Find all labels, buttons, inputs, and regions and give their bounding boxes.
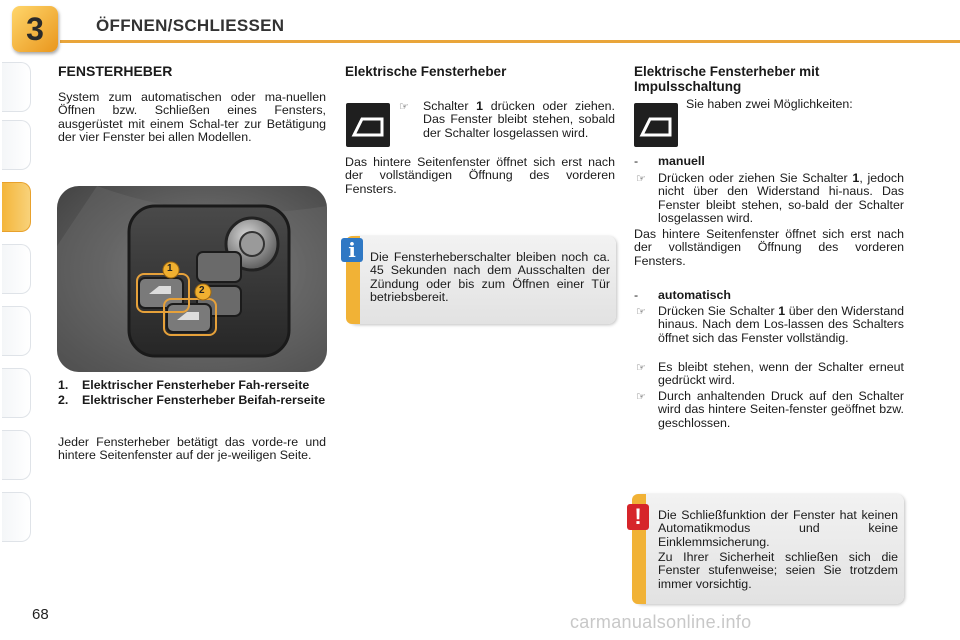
- page-number: 68: [32, 606, 49, 623]
- chapter-number: 3: [26, 11, 44, 47]
- info-icon: i: [341, 238, 363, 262]
- options-intro: Sie haben zwei Möglichkeiten:: [686, 97, 853, 111]
- manual-paragraph: Das hintere Seitenfenster öffnet sich erst nach der vollständigen Öffnung des vorderen Fensters.: [634, 227, 904, 268]
- page-title: ÖFFNEN/SCHLIESSEN: [96, 16, 285, 35]
- bullet-icon: ☞: [399, 101, 409, 113]
- legend-text: Elektrischer Fensterheber Beifah-rerseite: [82, 393, 326, 408]
- window-switch-photo: [57, 186, 327, 372]
- warning-text-1: Die Schließfunktion der Fenster hat keinen Automatikmodus und keine Einklemmsicherung.: [658, 508, 898, 549]
- chapter-tab-strip: [0, 56, 40, 576]
- chapter-tab[interactable]: [2, 62, 31, 112]
- outro-paragraph: Jeder Fensterheber betätigt das vorde-re und hintere Seitenfenster auf der je-weiligen Seite.: [58, 435, 326, 463]
- photo-callout-2: 2: [199, 285, 205, 296]
- manual-bullet-text: Drücken oder ziehen Sie Schalter 1, jedoch nicht über den Widerstand hi-naus. Das Fenster bleibt stehen, so-bald der Schalter losgelassen wird.: [658, 171, 904, 226]
- legend-number: 1.: [58, 378, 69, 392]
- section-heading-elektrische-fensterheber: Elektrische Fensterheber: [345, 64, 507, 79]
- warning-text-2: Zu Ihrer Sicherheit schließen sich die Fenster stufenweise; seien Sie trotzdem immer vorsichtig.: [658, 550, 898, 591]
- section-heading-fensterheber: FENSTERHEBER: [58, 63, 173, 79]
- auto-bullet-text-3: Durch anhaltenden Druck auf den Schalter wird das hintere Seiten-fenster geöffnet bzw. geschlossen.: [658, 389, 904, 430]
- bullet-icon: ☞: [636, 173, 646, 185]
- auto-bullet-text-1: Drücken Sie Schalter 1 über den Widerstand hinaus. Nach dem Los-lassen des Schalters öffnet sich das Fenster vollständig.: [658, 304, 904, 345]
- watermark: carmanualsonline.info: [570, 612, 752, 632]
- intro-paragraph: System zum automatischen oder ma-nuellen Öffnen bzw. Schließen eines Fensters, ausgerüstet mit einem Schal-ter zur Betätigung der vier Fenster bei allen Modellen.: [58, 90, 326, 145]
- chapter-tab[interactable]: [2, 492, 31, 542]
- bullet-icon: ☞: [636, 362, 646, 374]
- section-heading-impulsschaltung: Elektrische Fensterheber mit Impulsschaltung: [634, 64, 820, 94]
- window-switch-icon: [634, 103, 678, 147]
- legend-item: [58, 394, 326, 407]
- dash-marker: -: [634, 154, 639, 168]
- legend-text: Elektrischer Fensterheber Fah-rerseite: [82, 378, 310, 392]
- bullet-icon: ☞: [636, 391, 646, 403]
- warning-icon: !: [627, 504, 649, 530]
- header-rule: [60, 40, 960, 43]
- sequence-paragraph: Das hintere Seitenfenster öffnet sich erst nach der vollständigen Öffnung des vorderen Fensters.: [345, 155, 615, 196]
- dash-marker: -: [634, 288, 639, 302]
- chapter-tab-active[interactable]: [2, 182, 31, 232]
- window-switch-icon: [346, 103, 390, 147]
- bullet-text: Schalter 1 drücken oder ziehen. Das Fenster bleibt stehen, sobald der Schalter losgelassen wird.: [423, 99, 615, 140]
- auto-label: automatisch: [658, 288, 731, 302]
- chapter-tab[interactable]: [2, 120, 31, 170]
- bullet-icon: ☞: [636, 306, 646, 318]
- chapter-tab[interactable]: [2, 306, 31, 356]
- manual-label: manuell: [658, 154, 705, 168]
- auto-bullet-text-2: Es bleibt stehen, wenn der Schalter erneut gedrückt wird.: [658, 360, 904, 388]
- legend-number: 2.: [58, 393, 69, 408]
- legend-item: [58, 379, 326, 392]
- info-note-text: Die Fensterheberschalter bleiben noch ca. 45 Sekunden nach dem Ausschalten der Zündung oder bis zum Öffnen einer Tür betriebsbereit.: [370, 250, 610, 305]
- chapter-tab[interactable]: [2, 368, 31, 418]
- photo-callout-1: 1: [167, 263, 173, 274]
- legend-list: [58, 379, 326, 408]
- chapter-tab[interactable]: [2, 244, 31, 294]
- chapter-tab[interactable]: [2, 430, 31, 480]
